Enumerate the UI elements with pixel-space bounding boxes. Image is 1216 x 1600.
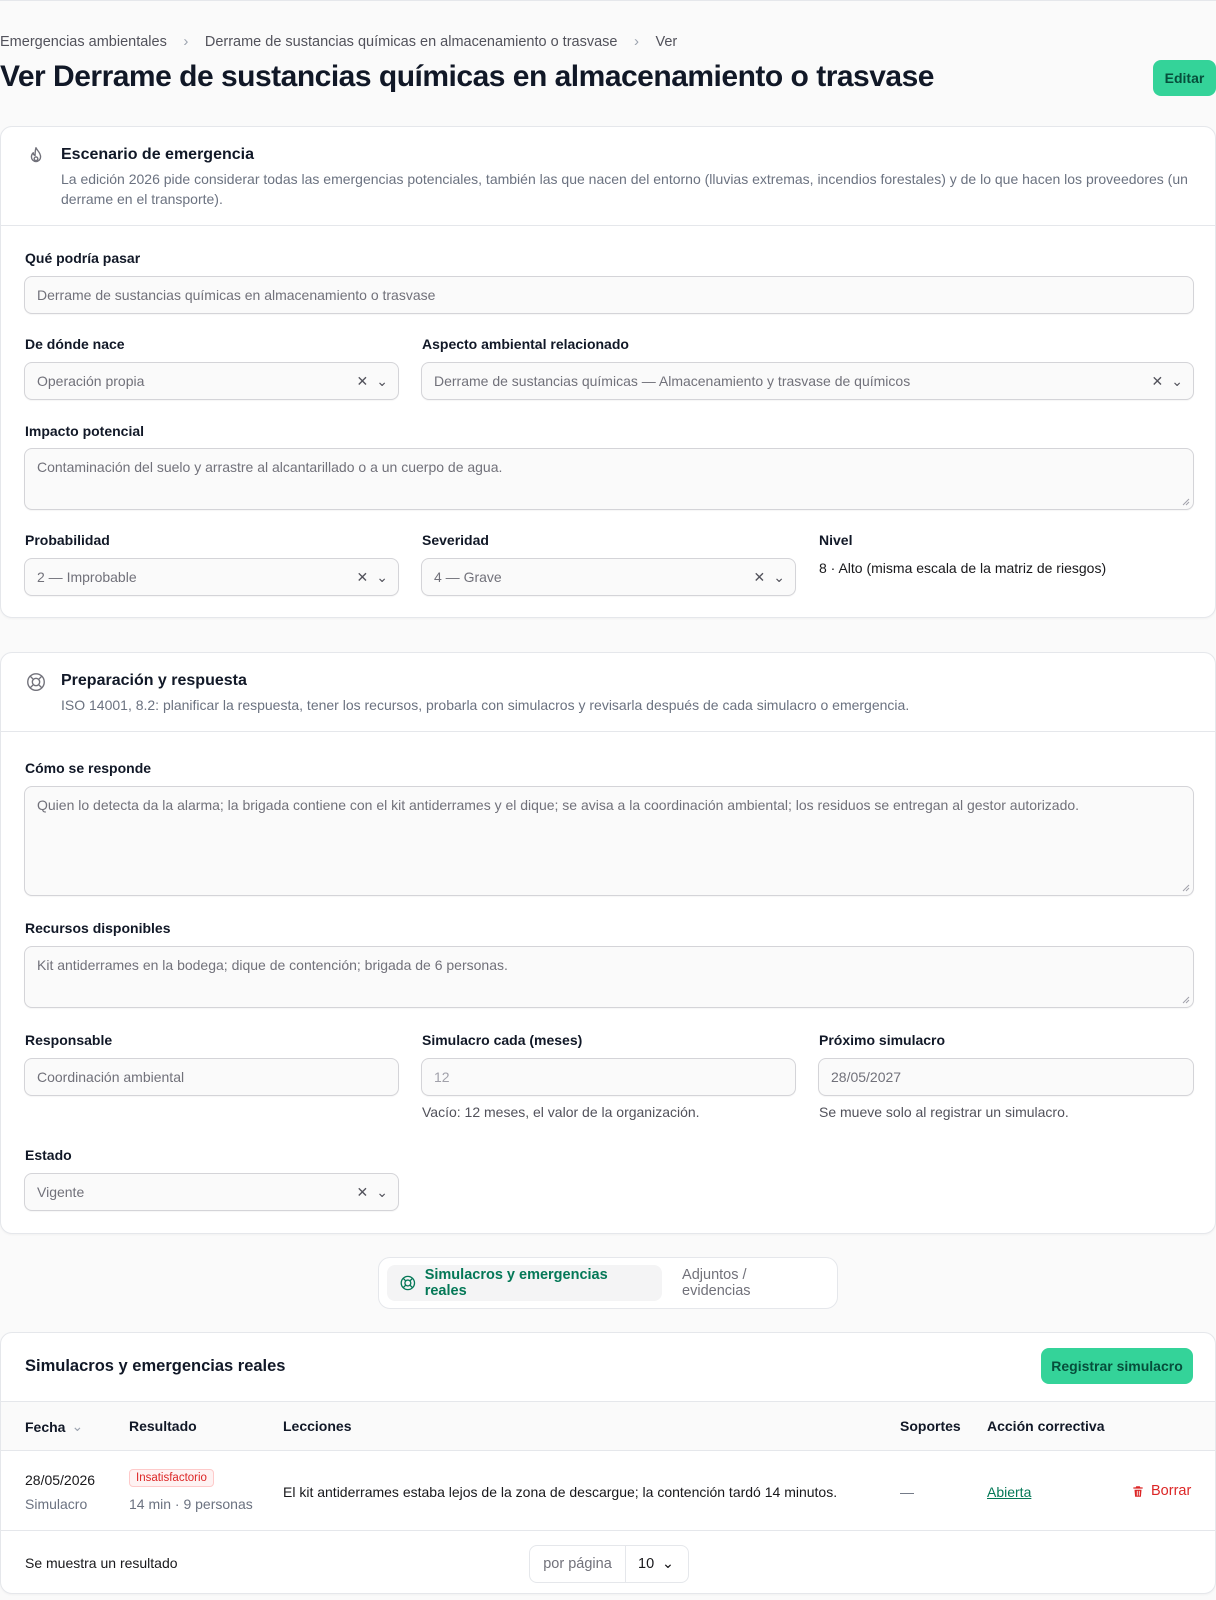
- drill-every-input[interactable]: [421, 1058, 796, 1096]
- tab-drills-label: Simulacros y emergencias reales: [424, 1267, 608, 1299]
- tab-attachments[interactable]: [670, 1265, 829, 1301]
- chevron-down-icon[interactable]: ⌄: [773, 568, 785, 585]
- chevron-down-icon[interactable]: ⌄: [376, 1183, 388, 1200]
- flame-icon: [25, 145, 47, 167]
- response-value: Quien lo detecta da la alarma; la brigada contiene con el kit antiderrames y el dique; se avisa a la coordinación ambiental; los residuos se entregan al gestor autorizado.: [37, 797, 1080, 813]
- page-title: Ver Derrame de sustancias químicas en almacenamiento o trasvase: [0, 60, 934, 93]
- breadcrumb-item-current: Ver: [655, 33, 678, 50]
- origin-label: De dónde nace: [25, 336, 125, 352]
- table-row: [1, 1451, 1215, 1531]
- preparation-description: ISO 14001, 8.2: planificar la respuesta, tener los recursos, probarla con simulacros y revisarla después de cada simulacro o emergencia.: [61, 697, 910, 713]
- life-buoy-icon: [399, 1274, 417, 1292]
- severity-value: 4 — Grave: [434, 569, 502, 585]
- impact-value: Contaminación del suelo y arrastre al alcantarillado o a un cuerpo de agua.: [37, 459, 503, 475]
- trash-icon: [1131, 1484, 1145, 1499]
- breadcrumb: [0, 33, 677, 50]
- impact-textarea[interactable]: [24, 448, 1194, 510]
- result-detail: 14 min · 9 personas: [129, 1496, 253, 1512]
- next-drill-label: Próximo simulacro: [819, 1032, 946, 1048]
- severity-label: Severidad: [422, 532, 489, 548]
- delete-label: Borrar: [1151, 1483, 1192, 1499]
- delete-button[interactable]: [1131, 1483, 1191, 1499]
- edit-button[interactable]: Editar: [1153, 60, 1216, 96]
- tab-drills[interactable]: [387, 1265, 662, 1301]
- drill-date: 28/05/2026: [25, 1472, 96, 1488]
- origin-select[interactable]: [24, 362, 399, 400]
- resources-label: Recursos disponibles: [25, 920, 171, 936]
- per-page-value: 10: [638, 1556, 655, 1572]
- tabs: [378, 1257, 838, 1309]
- clear-icon[interactable]: ✕: [753, 568, 766, 585]
- drills-title: Simulacros y emergencias reales: [25, 1357, 286, 1375]
- preparation-section: [0, 652, 1216, 1234]
- resources-textarea[interactable]: [24, 946, 1194, 1008]
- resize-handle-icon[interactable]: [1182, 498, 1190, 506]
- what-label: Qué podría pasar: [25, 250, 141, 266]
- chevron-down-icon[interactable]: ⌄: [376, 568, 388, 585]
- corrective-action-link[interactable]: Abierta: [987, 1484, 1032, 1500]
- preparation-header: [1, 653, 1215, 732]
- top-divider: [0, 0, 1216, 1]
- drill-type: Simulacro: [25, 1496, 88, 1512]
- register-drill-button[interactable]: Registrar simulacro: [1041, 1348, 1193, 1384]
- aspect-select[interactable]: [421, 362, 1194, 400]
- per-page-select[interactable]: [529, 1545, 689, 1583]
- resize-handle-icon[interactable]: [1182, 884, 1190, 892]
- impact-label: Impacto potencial: [25, 423, 145, 439]
- column-header-date[interactable]: [25, 1418, 83, 1435]
- chevron-down-icon[interactable]: ⌄: [661, 1556, 674, 1572]
- breadcrumb-item-emergencias[interactable]: Emergencias ambientales: [0, 33, 167, 50]
- clear-icon[interactable]: ✕: [356, 568, 369, 585]
- resources-value: Kit antiderrames en la bodega; dique de contención; brigada de 6 personas.: [37, 957, 508, 973]
- status-label: Estado: [25, 1147, 72, 1163]
- probability-value: 2 — Improbable: [37, 569, 137, 585]
- next-drill-input[interactable]: [818, 1058, 1194, 1096]
- chevron-down-icon[interactable]: ⌄: [1171, 372, 1183, 389]
- clear-icon[interactable]: ✕: [356, 372, 369, 389]
- table-header: [1, 1401, 1215, 1451]
- next-drill-value: 28/05/2027: [831, 1069, 902, 1085]
- column-header-lessons: Lecciones: [283, 1418, 352, 1434]
- aspect-label: Aspecto ambiental relacionado: [422, 336, 629, 352]
- level-label: Nivel: [819, 532, 853, 548]
- scenario-section: [0, 126, 1216, 618]
- severity-select[interactable]: [421, 558, 796, 596]
- chevron-down-icon[interactable]: ⌄: [376, 372, 388, 389]
- column-header-supports: Soportes: [900, 1418, 961, 1434]
- sort-chevron-icon[interactable]: ⌄: [71, 1418, 84, 1434]
- response-textarea[interactable]: [24, 786, 1194, 896]
- owner-value: Coordinación ambiental: [37, 1069, 185, 1085]
- scenario-description: La edición 2026 pide considerar todas las emergencias potenciales, también las que nacen del entorno (lluvias extremas, incendios forestales) y de lo que hacen los proveedores (un derrame en el transporte).: [61, 171, 1188, 207]
- resize-handle-icon[interactable]: [1182, 996, 1190, 1004]
- drill-every-hint: Vacío: 12 meses, el valor de la organización.: [422, 1104, 700, 1120]
- life-buoy-icon: [25, 671, 47, 693]
- aspect-value: Derrame de sustancias químicas — Almacenamiento y trasvase de químicos: [434, 373, 911, 389]
- owner-input[interactable]: [24, 1058, 399, 1096]
- probability-label: Probabilidad: [25, 532, 110, 548]
- chevron-right-icon: ›: [634, 33, 639, 50]
- probability-select[interactable]: [24, 558, 399, 596]
- column-header-date-label: Fecha: [25, 1418, 66, 1435]
- lessons-text: El kit antiderrames estaba lejos de la zona de descargue; la contención tardó 14 minutos.: [283, 1484, 838, 1500]
- status-select[interactable]: [24, 1173, 399, 1211]
- owner-label: Responsable: [25, 1032, 113, 1048]
- supports-value: —: [900, 1484, 914, 1500]
- drill-every-placeholder: 12: [434, 1069, 450, 1085]
- chevron-right-icon: ›: [183, 33, 189, 50]
- response-label: Cómo se responde: [25, 760, 152, 776]
- level-value: 8 · Alto (misma escala de la matriz de riesgos): [819, 560, 1107, 576]
- scenario-title: Escenario de emergencia: [61, 146, 254, 163]
- clear-icon[interactable]: ✕: [356, 1183, 369, 1200]
- tab-attachments-label: Adjuntos / evidencias: [682, 1267, 751, 1299]
- column-header-result: Resultado: [129, 1418, 197, 1434]
- result-badge: Insatisfactorio: [129, 1469, 214, 1487]
- breadcrumb-item-scenario[interactable]: Derrame de sustancias químicas en almacenamiento o trasvase: [204, 33, 618, 50]
- clear-icon[interactable]: ✕: [1151, 372, 1164, 389]
- next-drill-hint: Se mueve solo al registrar un simulacro.: [819, 1104, 1069, 1120]
- results-summary: Se muestra un resultado: [25, 1555, 178, 1571]
- drills-table-card: [0, 1332, 1216, 1594]
- preparation-title: Preparación y respuesta: [61, 672, 247, 689]
- column-header-corrective-action: Acción correctiva: [987, 1418, 1105, 1434]
- origin-value: Operación propia: [37, 373, 145, 389]
- per-page-label: por página: [530, 1546, 626, 1582]
- scenario-header: [1, 127, 1215, 226]
- what-input[interactable]: [24, 276, 1194, 314]
- status-value: Vigente: [37, 1184, 85, 1200]
- what-value: Derrame de sustancias químicas en almacenamiento o trasvase: [37, 287, 436, 303]
- drill-every-label: Simulacro cada (meses): [422, 1032, 583, 1048]
